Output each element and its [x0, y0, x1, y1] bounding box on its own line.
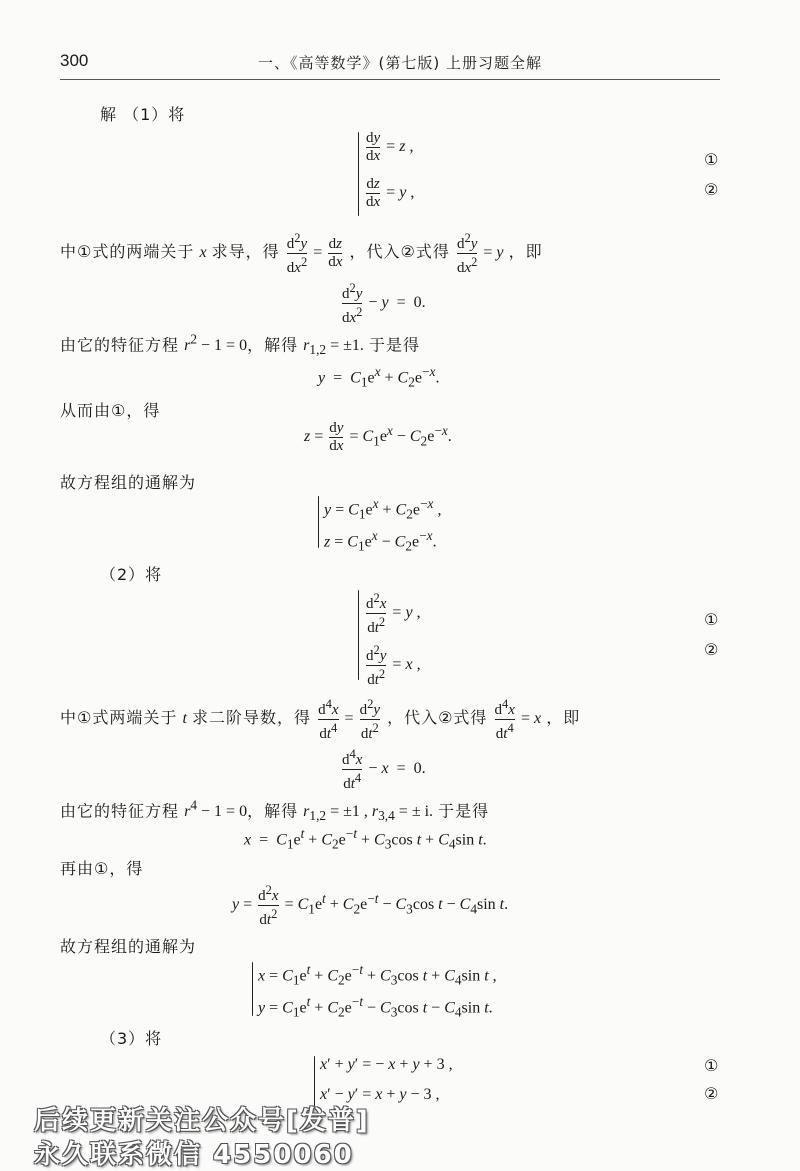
page-number: 300: [60, 51, 89, 70]
watermark-line-1: 后续更新关注公众号[发普]: [34, 1106, 370, 1136]
label-1: ①: [704, 1056, 719, 1075]
watermark-line-2: 永久联系微信 4550060: [34, 1140, 354, 1170]
paragraph-7: 再由①，得: [60, 859, 144, 878]
paragraph-6: 由它的特征方程 $r^4 - 1 = 0$，解得 $r_{1,2} = \pm 1$ , $r_{3,4}$ = ± i. 于是得: [60, 798, 490, 824]
paragraph-5: 中①式两端关于 t 求二阶导数，得 $\frac{d^4x}{dt^4}$ = $\frac{d^2y}{dt^2}$ ，代入②式得 $\frac{d^4x}{dt^4}$ = x ，即: [60, 697, 581, 742]
general-solution-z: $z = C_1e^x - C_2e^{-x}$.: [324, 528, 437, 554]
system-brace: [252, 962, 253, 1016]
paragraph-2: 由它的特征方程 $r^2 - 1 = 0$，解得 $r_{1,2} = \pm 1$. 于是得: [60, 332, 420, 358]
label-2: ②: [704, 1084, 719, 1103]
paragraph-8: 故方程组的通解为: [60, 937, 197, 956]
system-brace: [358, 590, 359, 680]
paragraph-4: 故方程组的通解为: [60, 473, 197, 492]
solution-y-2: y = $\frac{d^2x}{dt^2}$ = $C_1e^t + C_2e^{-t} - C_3\cos$ $t - C_4\sin$ t.: [232, 883, 509, 928]
equation-3: $\frac{d^2x}{dt^2}$ = y ,: [366, 591, 421, 636]
solution-x: $x = C_1e^t + C_2e^{-t} + C_3\cos$ $t + C_4\sin$ t.: [244, 826, 487, 852]
solution-3-heading: （3）将: [100, 1029, 163, 1048]
system-brace: [318, 496, 319, 548]
general-solution-y: $y = C_1e^x + C_2e^{-x}$ ,: [324, 496, 442, 522]
general-solution-y-2: $y = C_1e^t + C_2e^{-t} - C_3\cos$ $t - C_4\sin$ t.: [258, 994, 493, 1020]
equation-4: $\frac{d^2y}{dt^2}$ = x ,: [366, 643, 421, 688]
equation-1: $\frac{dy}{dx}$ = z ,: [366, 130, 414, 164]
label-2: ②: [704, 640, 719, 659]
header-rule: [60, 79, 720, 80]
label-1: ①: [704, 150, 719, 169]
equation-5: x′ + y′ = − x + y + 3 ,: [320, 1056, 453, 1073]
running-header: 一、《高等数学》(第七版) 上册习题全解: [258, 54, 542, 72]
solution-2-heading: （2）将: [100, 565, 163, 584]
paragraph-1: 中①式的两端关于 x 求导，得 $\frac{d^2y}{dx^2}$ = $\frac{dz}{dx}$ ，代入②式得 $\frac{d^2y}{dx^2}$ = y ，即: [60, 231, 543, 276]
label-1: ①: [704, 610, 719, 629]
solution-z: z = $\frac{dy}{dx}$ = $C_1e^x - C_2e^{-x}$.: [304, 420, 452, 454]
equation-2: $\frac{dz}{dx}$ = y ,: [366, 176, 415, 210]
equation-ode-1: $\frac{d^2y}{dx^2}$ − y = 0.: [342, 281, 426, 326]
solution-1-heading: 解 （1）将: [100, 105, 186, 124]
equation-ode-2: $\frac{d^4x}{dt^4}$ − x = 0.: [342, 747, 426, 792]
general-solution-x: $x = C_1e^t + C_2e^{-t} + C_3\cos$ $t + C_4\sin$ t ,: [258, 962, 497, 988]
paragraph-3: 从而由①，得: [60, 401, 161, 420]
solution-y: $y = C_1e^x + C_2e^{-x}$.: [318, 364, 440, 390]
system-brace: [358, 132, 359, 216]
label-2: ②: [704, 180, 719, 199]
equation-6: x′ − y′ = x + y − 3 ,: [320, 1086, 440, 1103]
